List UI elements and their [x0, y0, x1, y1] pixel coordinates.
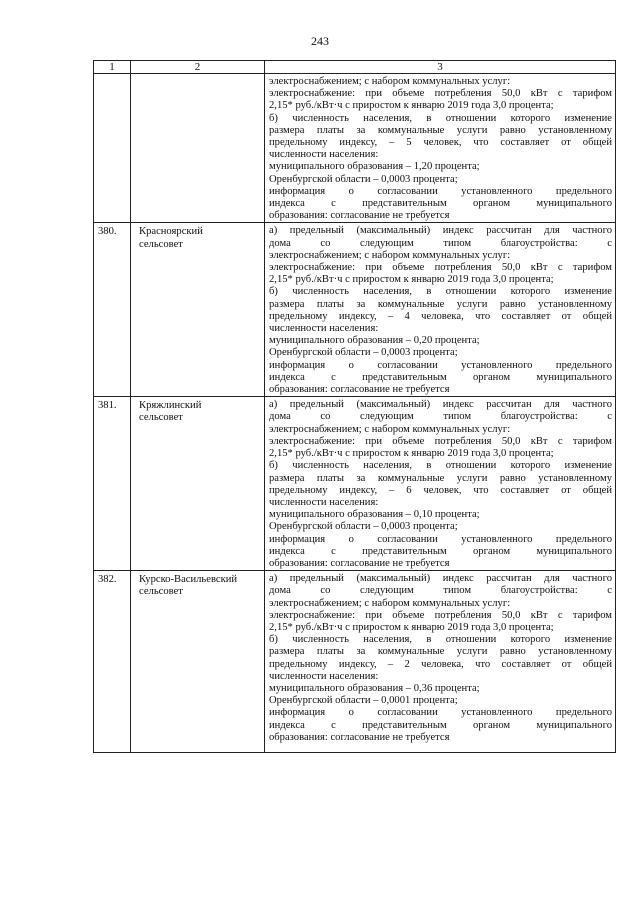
description-line: численности населения: — [269, 496, 379, 508]
description-line: размера платы за коммунальные услуги равно установленному — [269, 472, 612, 484]
description-line: 2,15* руб./кВт·ч с приростом к январю 2019 года 3,0 процента; — [269, 621, 554, 633]
page-number: 243 — [311, 34, 329, 48]
index-description — [265, 571, 616, 753]
tariff-table — [93, 60, 616, 753]
description-line: 2,15* руб./кВт·ч с приростом к январю 2019 года 3,0 процента; — [269, 100, 554, 112]
description-line: а) предельный (максимальный) индекс рассчитан для частного — [269, 573, 612, 585]
municipality-name-line: сельсовет — [139, 412, 183, 424]
description-line: Оренбургской области – 0,0003 процента; — [269, 521, 458, 533]
description-line: муниципального образования – 1,20 процента; — [269, 161, 480, 173]
description-line: 2,15* руб./кВт·ч с приростом к январю 2019 года 3,0 процента; — [269, 274, 554, 286]
description-line: электроснабжение: при объеме потребления 50,0 кВт с тарифом — [269, 435, 612, 447]
description-line: Оренбургской области – 0,0001 процента; — [269, 695, 458, 707]
municipality-name-line: сельсовет — [139, 238, 183, 250]
row-number: 381. — [94, 397, 131, 571]
description-line: муниципального образования – 0,10 процента; — [269, 509, 480, 521]
description-line: б) численность населения, в отношении которого изменение — [269, 460, 612, 472]
description-line: муниципального образования – 0,20 процента; — [269, 335, 480, 347]
description-line: предельному индексу, – 2 человека, что составляет от общей — [269, 658, 612, 670]
municipality-name — [131, 397, 265, 571]
description-line: индекса с представительным органом муниципального — [269, 719, 612, 731]
municipality-name-line: Курско-Васильевский — [139, 574, 238, 586]
description-line: образования: согласование не требуется — [269, 731, 450, 743]
table-row — [94, 397, 616, 571]
description-line: дома со следующим типом благоустройства: с — [269, 237, 612, 249]
description-line: дома со следующим типом благоустройства: с — [269, 585, 612, 597]
description-line: размера платы за коммунальные услуги равно установленному — [269, 298, 612, 310]
table-row — [94, 571, 616, 753]
description-line: а) предельный (максимальный) индекс рассчитан для частного — [269, 399, 612, 411]
description-line: электроснабжением; с набором коммунальных услуг: — [269, 249, 511, 261]
description-line: электроснабжение: при объеме потребления 50,0 кВт с тарифом — [269, 88, 612, 100]
description-line: предельному индексу, – 5 человек, что составляет от общей — [269, 137, 612, 149]
row-number: 380. — [94, 223, 131, 397]
description-line: б) численность населения, в отношении которого изменение — [269, 634, 612, 646]
description-line: размера платы за коммунальные услуги равно установленному — [269, 124, 612, 136]
description-line: информация о согласовании установленного предельного — [269, 707, 612, 719]
description-line: Оренбургской области – 0,0003 процента; — [269, 347, 458, 359]
municipality-name — [131, 571, 265, 753]
municipality-name — [131, 74, 265, 223]
table-row — [94, 74, 616, 223]
header-col-2: 2 — [131, 61, 265, 74]
description-line: образования: согласование не требуется — [269, 384, 450, 396]
header-col-1: 1 — [94, 61, 131, 74]
description-line: а) предельный (максимальный) индекс рассчитан для частного — [269, 225, 612, 237]
municipality-name-line: Кряжлинский — [139, 400, 202, 412]
description-line: индекса с представительным органом муниципального — [269, 198, 612, 210]
municipality-name — [131, 223, 265, 397]
index-description — [265, 223, 616, 397]
row-number: 382. — [94, 571, 131, 753]
description-line: электроснабжение: при объеме потребления 50,0 кВт с тарифом — [269, 262, 612, 274]
bottom-spacer — [269, 744, 612, 752]
description-line: б) численность населения, в отношении которого изменение — [269, 112, 612, 124]
description-line: размера платы за коммунальные услуги равно установленному — [269, 646, 612, 658]
description-line: численности населения: — [269, 323, 379, 335]
municipality-name-line: Красноярский — [139, 226, 203, 238]
description-line: предельному индексу, – 4 человека, что составляет от общей — [269, 310, 612, 322]
table-body — [94, 61, 616, 753]
row-number — [94, 74, 131, 223]
description-line: индекса с представительным органом муниципального — [269, 545, 612, 557]
header-col-3: 3 — [265, 61, 616, 74]
description-line: образования: согласование не требуется — [269, 557, 450, 569]
description-line: б) численность населения, в отношении которого изменение — [269, 286, 612, 298]
description-line: информация о согласовании установленного предельного — [269, 533, 612, 545]
description-line: электроснабжением; с набором коммунальных услуг: — [269, 76, 511, 87]
index-description — [265, 74, 616, 223]
description-line: Оренбургской области – 0,0003 процента; — [269, 173, 458, 185]
description-line: электроснабжение: при объеме потребления 50,0 кВт с тарифом — [269, 609, 612, 621]
description-line: дома со следующим типом благоустройства: с — [269, 411, 612, 423]
description-line: информация о согласовании установленного предельного — [269, 185, 612, 197]
description-line: индекса с представительным органом муниципального — [269, 371, 612, 383]
description-line: численности населения: — [269, 670, 379, 682]
description-line: предельному индексу, – 6 человек, что составляет от общей — [269, 484, 612, 496]
table-row — [94, 223, 616, 397]
table-header-row — [94, 61, 616, 74]
description-line: 2,15* руб./кВт·ч с приростом к январю 2019 года 3,0 процента; — [269, 448, 554, 460]
description-line: информация о согласовании установленного предельного — [269, 359, 612, 371]
description-line: муниципального образования – 0,36 процента; — [269, 682, 480, 694]
description-line: электроснабжением; с набором коммунальных услуг: — [269, 597, 511, 609]
description-line: численности населения: — [269, 149, 379, 161]
description-line: электроснабжением; с набором коммунальных услуг: — [269, 423, 511, 435]
municipality-name-line: сельсовет — [139, 586, 183, 598]
description-line: образования: согласование не требуется — [269, 210, 450, 222]
index-description — [265, 397, 616, 571]
